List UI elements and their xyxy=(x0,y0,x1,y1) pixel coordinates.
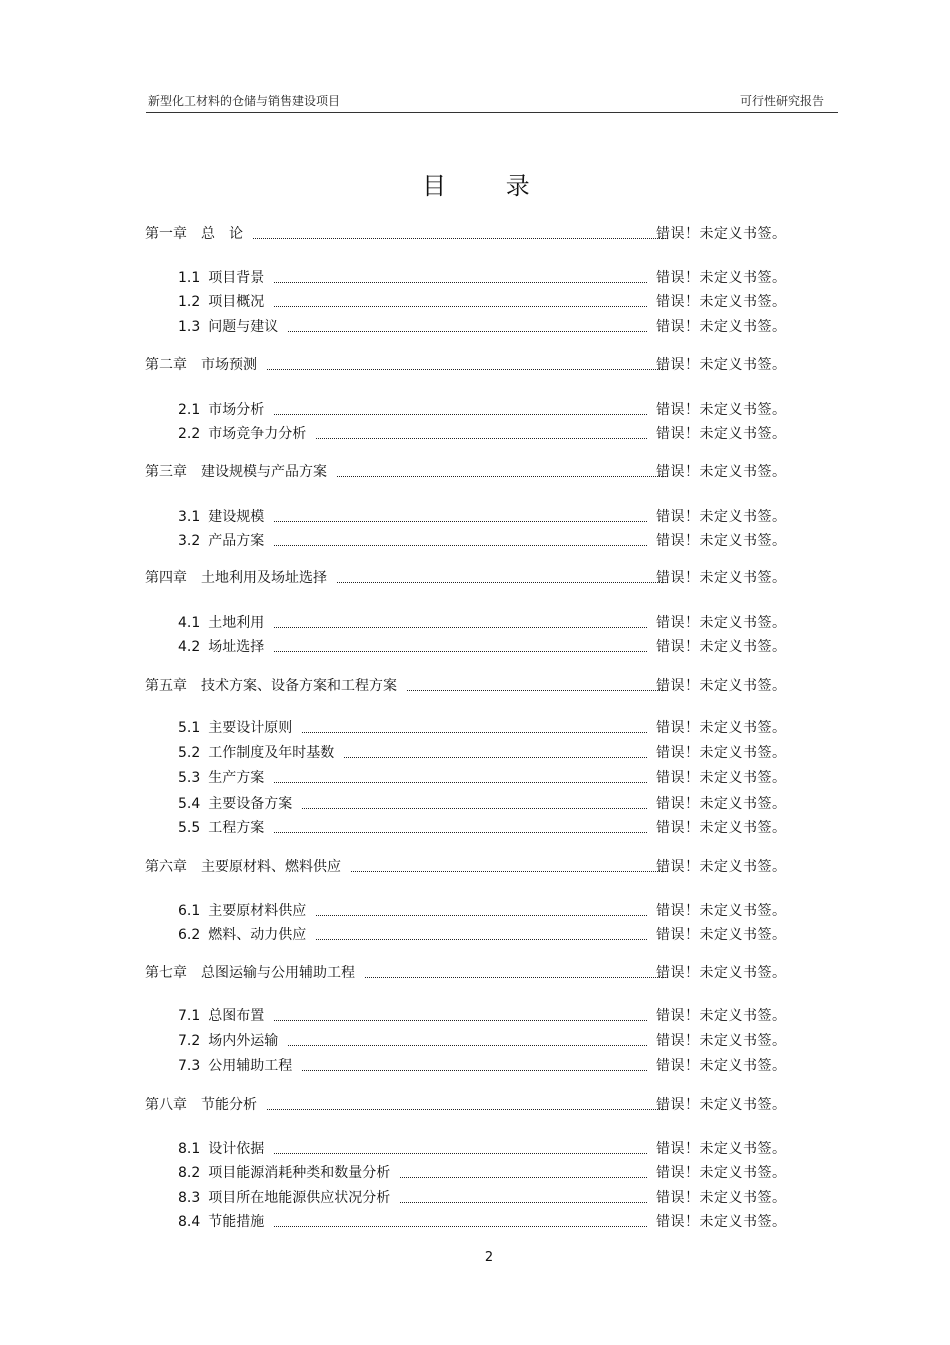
toc-entry-number: 第五章 xyxy=(145,678,187,694)
toc-page-reference: 错误！未定义书签。 xyxy=(656,357,787,373)
toc-dot-leader xyxy=(274,268,647,283)
toc-entry-number: 4.2 xyxy=(178,639,201,655)
toc-section-entry[interactable] xyxy=(178,424,787,444)
toc-entry-number: 8.3 xyxy=(178,1190,201,1206)
toc-page-reference: 错误！未定义书签。 xyxy=(656,615,787,631)
toc-entry-label: 建设规模 xyxy=(208,509,265,525)
toc-entry-label: 市场预测 xyxy=(201,357,257,373)
toc-entry-label: 项目能源消耗种类和数量分析 xyxy=(208,1165,391,1181)
toc-entry-label: 技术方案、设备方案和工程方案 xyxy=(201,678,397,694)
toc-dot-leader xyxy=(337,462,668,477)
toc-entry-number: 8.4 xyxy=(178,1214,201,1230)
toc-dot-leader xyxy=(288,317,647,332)
toc-entry-number: 5.5 xyxy=(178,820,201,836)
toc-dot-leader xyxy=(274,531,647,546)
toc-dot-leader xyxy=(288,1031,647,1046)
toc-entry-label: 市场分析 xyxy=(208,402,265,418)
toc-entry-number: 7.1 xyxy=(178,1008,201,1024)
toc-section-entry[interactable] xyxy=(178,794,787,814)
toc-dot-leader xyxy=(400,1163,647,1178)
toc-section-entry[interactable] xyxy=(178,268,787,288)
toc-dot-leader xyxy=(274,1139,647,1154)
toc-dot-leader xyxy=(316,925,647,940)
toc-page-reference: 错误！未定义书签。 xyxy=(656,859,787,875)
toc-page-reference: 错误！未定义书签。 xyxy=(656,570,787,586)
toc-dot-leader xyxy=(407,676,668,691)
toc-page-reference: 错误！未定义书签。 xyxy=(656,770,787,786)
toc-entry-label: 工作制度及年时基数 xyxy=(208,745,335,761)
toc-page-reference: 错误！未定义书签。 xyxy=(656,1165,787,1181)
toc-page-reference: 错误！未定义书签。 xyxy=(656,965,787,981)
toc-page-reference: 错误！未定义书签。 xyxy=(656,509,787,525)
toc-entry-label: 生产方案 xyxy=(208,770,265,786)
toc-page-reference: 错误！未定义书签。 xyxy=(656,1058,787,1074)
toc-entry-number: 8.1 xyxy=(178,1141,201,1157)
toc-entry-label: 市场竞争力分析 xyxy=(208,426,307,442)
toc-entry-label: 土地利用及场址选择 xyxy=(201,570,327,586)
toc-entry-number: 3.1 xyxy=(178,509,201,525)
toc-dot-leader xyxy=(274,1212,647,1227)
toc-chapter-entry[interactable] xyxy=(145,355,787,375)
toc-entry-number: 4.1 xyxy=(178,615,201,631)
toc-section-entry[interactable] xyxy=(178,317,787,337)
toc-entry-number: 第三章 xyxy=(145,464,187,480)
toc-section-entry[interactable] xyxy=(178,1006,787,1026)
toc-entry-label: 工程方案 xyxy=(208,820,265,836)
toc-dot-leader xyxy=(274,400,647,415)
toc-section-entry[interactable] xyxy=(178,613,787,633)
toc-section-entry[interactable] xyxy=(178,1031,787,1051)
toc-entry-label: 燃料、动力供应 xyxy=(208,927,307,943)
toc-entry-label: 主要原材料供应 xyxy=(208,903,307,919)
toc-section-entry[interactable] xyxy=(178,1188,787,1208)
toc-dot-leader xyxy=(274,292,647,307)
toc-dot-leader xyxy=(302,718,647,733)
toc-entry-number: 第七章 xyxy=(145,965,187,981)
toc-section-entry[interactable] xyxy=(178,531,787,551)
toc-entry-label: 主要设计原则 xyxy=(208,720,293,736)
toc-entry-number: 5.1 xyxy=(178,720,201,736)
toc-dot-leader xyxy=(365,963,668,978)
toc-chapter-entry[interactable] xyxy=(145,568,787,588)
toc-entry-label: 设计依据 xyxy=(208,1141,265,1157)
toc-page-reference: 错误！未定义书签。 xyxy=(656,639,787,655)
toc-page-reference: 错误！未定义书签。 xyxy=(656,678,787,694)
toc-page-reference: 错误！未定义书签。 xyxy=(656,820,787,836)
toc-entry-number: 1.2 xyxy=(178,294,201,310)
toc-page-reference: 错误！未定义书签。 xyxy=(656,1190,787,1206)
toc-dot-leader xyxy=(351,857,668,872)
toc-dot-leader xyxy=(316,424,647,439)
toc-page-reference: 错误！未定义书签。 xyxy=(656,270,787,286)
toc-entry-label: 节能措施 xyxy=(208,1214,265,1230)
toc-dot-leader xyxy=(337,568,668,583)
toc-section-entry[interactable] xyxy=(178,901,787,921)
toc-section-entry[interactable] xyxy=(178,768,787,788)
toc-section-entry[interactable] xyxy=(178,818,787,838)
toc-page-reference: 错误！未定义书签。 xyxy=(656,464,787,480)
toc-entry-number: 第四章 xyxy=(145,570,187,586)
toc-entry-number: 5.4 xyxy=(178,796,201,812)
toc-chapter-entry[interactable] xyxy=(145,676,787,696)
toc-chapter-entry[interactable] xyxy=(145,462,787,482)
toc-entry-label: 公用辅助工程 xyxy=(208,1058,293,1074)
toc-entry-number: 2.2 xyxy=(178,426,201,442)
toc-entry-number: 1.3 xyxy=(178,319,201,335)
toc-entry-number: 第八章 xyxy=(145,1097,187,1113)
toc-entry-label: 产品方案 xyxy=(208,533,265,549)
toc-entry-number: 7.3 xyxy=(178,1058,201,1074)
toc-section-entry[interactable] xyxy=(178,292,787,312)
toc-entry-number: 7.2 xyxy=(178,1033,201,1049)
toc-page-reference: 错误！未定义书签。 xyxy=(656,796,787,812)
toc-entry-label: 项目所在地能源供应状况分析 xyxy=(208,1190,391,1206)
toc-title: 目 录 xyxy=(422,172,556,200)
toc-entry-label: 主要设备方案 xyxy=(208,796,293,812)
toc-page-reference: 错误！未定义书签。 xyxy=(656,1033,787,1049)
toc-entry-number: 5.3 xyxy=(178,770,201,786)
toc-entry-number: 8.2 xyxy=(178,1165,201,1181)
header-project-title: 新型化工材料的仓储与销售建设项目 xyxy=(148,94,341,108)
toc-dot-leader xyxy=(302,794,647,809)
toc-section-entry[interactable] xyxy=(178,507,787,527)
toc-page-reference: 错误！未定义书签。 xyxy=(656,745,787,761)
toc-page-reference: 错误！未定义书签。 xyxy=(656,402,787,418)
toc-page-reference: 错误！未定义书签。 xyxy=(656,1097,787,1113)
toc-section-entry[interactable] xyxy=(178,743,787,763)
toc-dot-leader xyxy=(253,224,668,239)
toc-chapter-entry[interactable] xyxy=(145,224,787,244)
toc-page-reference: 错误！未定义书签。 xyxy=(656,1008,787,1024)
toc-entry-label: 项目背景 xyxy=(208,270,265,286)
toc-chapter-entry[interactable] xyxy=(145,963,787,983)
toc-entry-number: 1.1 xyxy=(178,270,201,286)
page-number: 2 xyxy=(484,1250,494,1265)
toc-section-entry[interactable] xyxy=(178,925,787,945)
toc-entry-label: 主要原材料、燃料供应 xyxy=(201,859,341,875)
toc-page-reference: 错误！未定义书签。 xyxy=(656,294,787,310)
toc-page-reference: 错误！未定义书签。 xyxy=(656,927,787,943)
toc-entry-number: 2.1 xyxy=(178,402,201,418)
toc-dot-leader xyxy=(274,818,647,833)
toc-page-reference: 错误！未定义书签。 xyxy=(656,720,787,736)
toc-entry-label: 场内外运输 xyxy=(208,1033,279,1049)
toc-entry-number: 第一章 xyxy=(145,226,187,242)
toc-entry-number: 6.1 xyxy=(178,903,201,919)
toc-section-entry[interactable] xyxy=(178,637,787,657)
toc-section-entry[interactable] xyxy=(178,1139,787,1159)
toc-chapter-entry[interactable] xyxy=(145,1095,787,1115)
toc-entry-number: 6.2 xyxy=(178,927,201,943)
toc-entry-label: 建设规模与产品方案 xyxy=(201,464,327,480)
toc-page-reference: 错误！未定义书签。 xyxy=(656,1214,787,1230)
toc-entry-number: 第二章 xyxy=(145,357,187,373)
toc-section-entry[interactable] xyxy=(178,400,787,420)
toc-section-entry[interactable] xyxy=(178,1212,787,1232)
toc-dot-leader xyxy=(400,1188,647,1203)
toc-page-reference: 错误！未定义书签。 xyxy=(656,1141,787,1157)
toc-entry-number: 5.2 xyxy=(178,745,201,761)
toc-dot-leader xyxy=(267,355,668,370)
toc-page-reference: 错误！未定义书签。 xyxy=(656,903,787,919)
toc-section-entry[interactable] xyxy=(178,718,787,738)
toc-entry-label: 土地利用 xyxy=(208,615,265,631)
toc-page-reference: 错误！未定义书签。 xyxy=(656,226,787,242)
toc-dot-leader xyxy=(274,1006,647,1021)
toc-entry-label: 总 论 xyxy=(201,226,243,242)
toc-dot-leader xyxy=(274,507,647,522)
toc-entry-label: 总图运输与公用辅助工程 xyxy=(201,965,355,981)
toc-page-reference: 错误！未定义书签。 xyxy=(656,319,787,335)
toc-entry-label: 问题与建议 xyxy=(208,319,279,335)
toc-section-entry[interactable] xyxy=(178,1056,787,1076)
toc-dot-leader xyxy=(267,1095,668,1110)
toc-dot-leader xyxy=(316,901,647,916)
toc-section-entry[interactable] xyxy=(178,1163,787,1183)
toc-chapter-entry[interactable] xyxy=(145,857,787,877)
toc-dot-leader xyxy=(274,637,647,652)
toc-dot-leader xyxy=(274,613,647,628)
toc-entry-label: 节能分析 xyxy=(201,1097,257,1113)
toc-dot-leader xyxy=(344,743,647,758)
toc-dot-leader xyxy=(302,1056,647,1071)
toc-page-reference: 错误！未定义书签。 xyxy=(656,426,787,442)
page-header xyxy=(146,90,838,113)
toc-entry-label: 总图布置 xyxy=(208,1008,265,1024)
header-report-type: 可行性研究报告 xyxy=(739,94,824,108)
toc-dot-leader xyxy=(274,768,647,783)
toc-page-reference: 错误！未定义书签。 xyxy=(656,533,787,549)
toc-entry-label: 项目概况 xyxy=(208,294,265,310)
toc-entry-number: 3.2 xyxy=(178,533,201,549)
toc-entry-number: 第六章 xyxy=(145,859,187,875)
toc-entry-label: 场址选择 xyxy=(208,639,265,655)
